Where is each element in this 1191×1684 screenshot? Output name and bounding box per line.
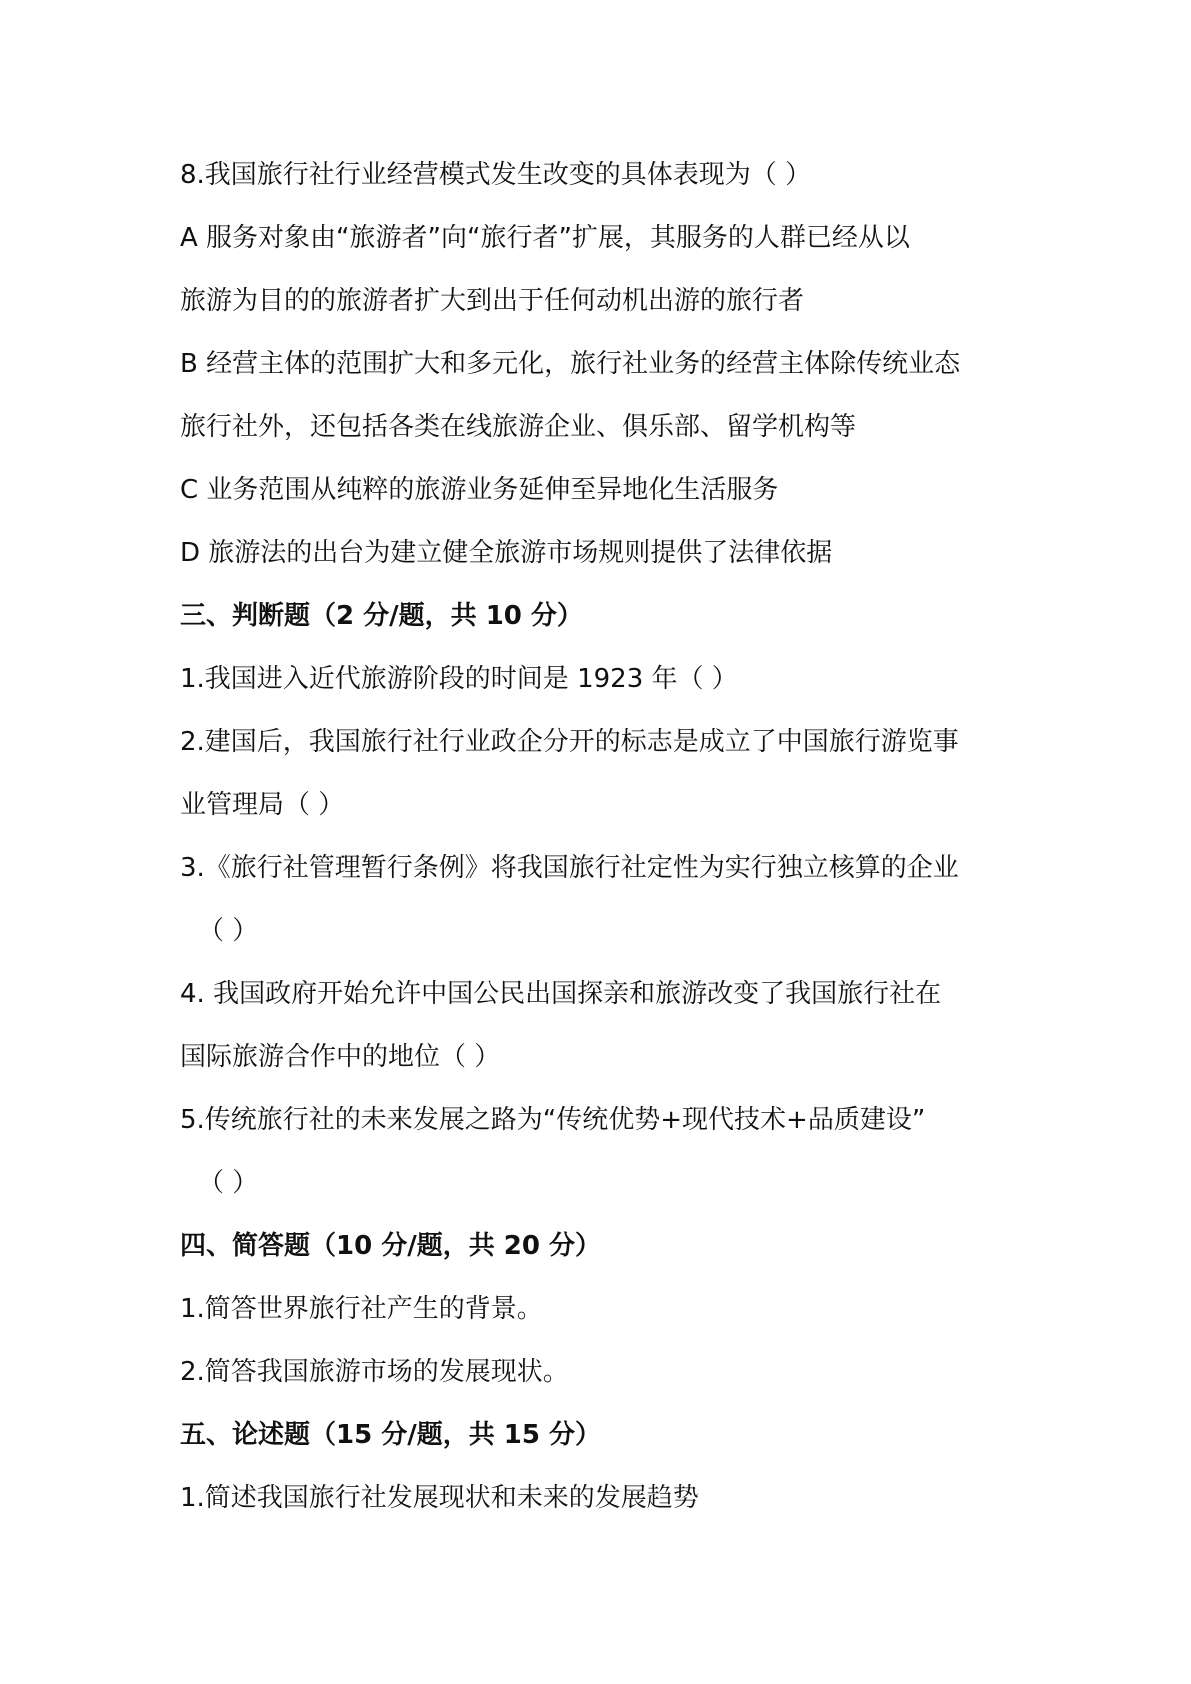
option-d: D 旅游法的出台为建立健全旅游市场规则提供了法律依据 — [180, 538, 833, 568]
option-a-line-1: A 服务对象由“旅游者”向“旅行者”扩展，其服务的人群已经从以 — [180, 223, 910, 253]
option-b-line-1: B 经营主体的范围扩大和多元化，旅行社业务的经营主体除传统业态 — [180, 349, 961, 379]
section-heading-judgment: 三、判断题（2 分/题，共 10 分） — [180, 601, 583, 631]
document-body — [180, 150, 1040, 1536]
judgment-question-5-paren: （ ） — [198, 1168, 259, 1198]
judgment-question-3-paren: （ ） — [198, 916, 259, 946]
section-heading-short-answer: 四、简答题（10 分/题，共 20 分） — [180, 1231, 602, 1261]
judgment-question-4-line-2: 国际旅游合作中的地位（ ） — [180, 1042, 501, 1072]
option-c: C 业务范围从纯粹的旅游业务延伸至异地化生活服务 — [180, 475, 779, 505]
question-8: 8.我国旅行社行业经营模式发生改变的具体表现为（ ） — [180, 160, 812, 190]
essay-question-1: 1.简述我国旅行社发展现状和未来的发展趋势 — [180, 1483, 699, 1513]
judgment-question-2-line-1: 2.建国后，我国旅行社行业政企分开的标志是成立了中国旅行游览事 — [180, 727, 959, 757]
option-a-line-2: 旅游为目的的旅游者扩大到出于任何动机出游的旅行者 — [180, 286, 805, 316]
section-heading-essay: 五、论述题（15 分/题，共 15 分） — [180, 1420, 602, 1450]
judgment-question-5-line-1: 5.传统旅行社的未来发展之路为“传统优势+现代技术+品质建设” — [180, 1105, 926, 1135]
judgment-question-1: 1.我国进入近代旅游阶段的时间是 1923 年（ ） — [180, 664, 738, 694]
short-answer-question-2: 2.简答我国旅游市场的发展现状。 — [180, 1357, 569, 1387]
judgment-question-3-line-1: 3.《旅行社管理暂行条例》将我国旅行社定性为实行独立核算的企业 — [180, 853, 959, 883]
option-b-line-2: 旅行社外，还包括各类在线旅游企业、俱乐部、留学机构等 — [180, 412, 857, 442]
judgment-question-2-line-2: 业管理局（ ） — [180, 790, 345, 820]
short-answer-question-1: 1.简答世界旅行社产生的背景。 — [180, 1294, 543, 1324]
judgment-question-4-line-1: 4. 我国政府开始允许中国公民出国探亲和旅游改变了我国旅行社在 — [180, 979, 942, 1009]
